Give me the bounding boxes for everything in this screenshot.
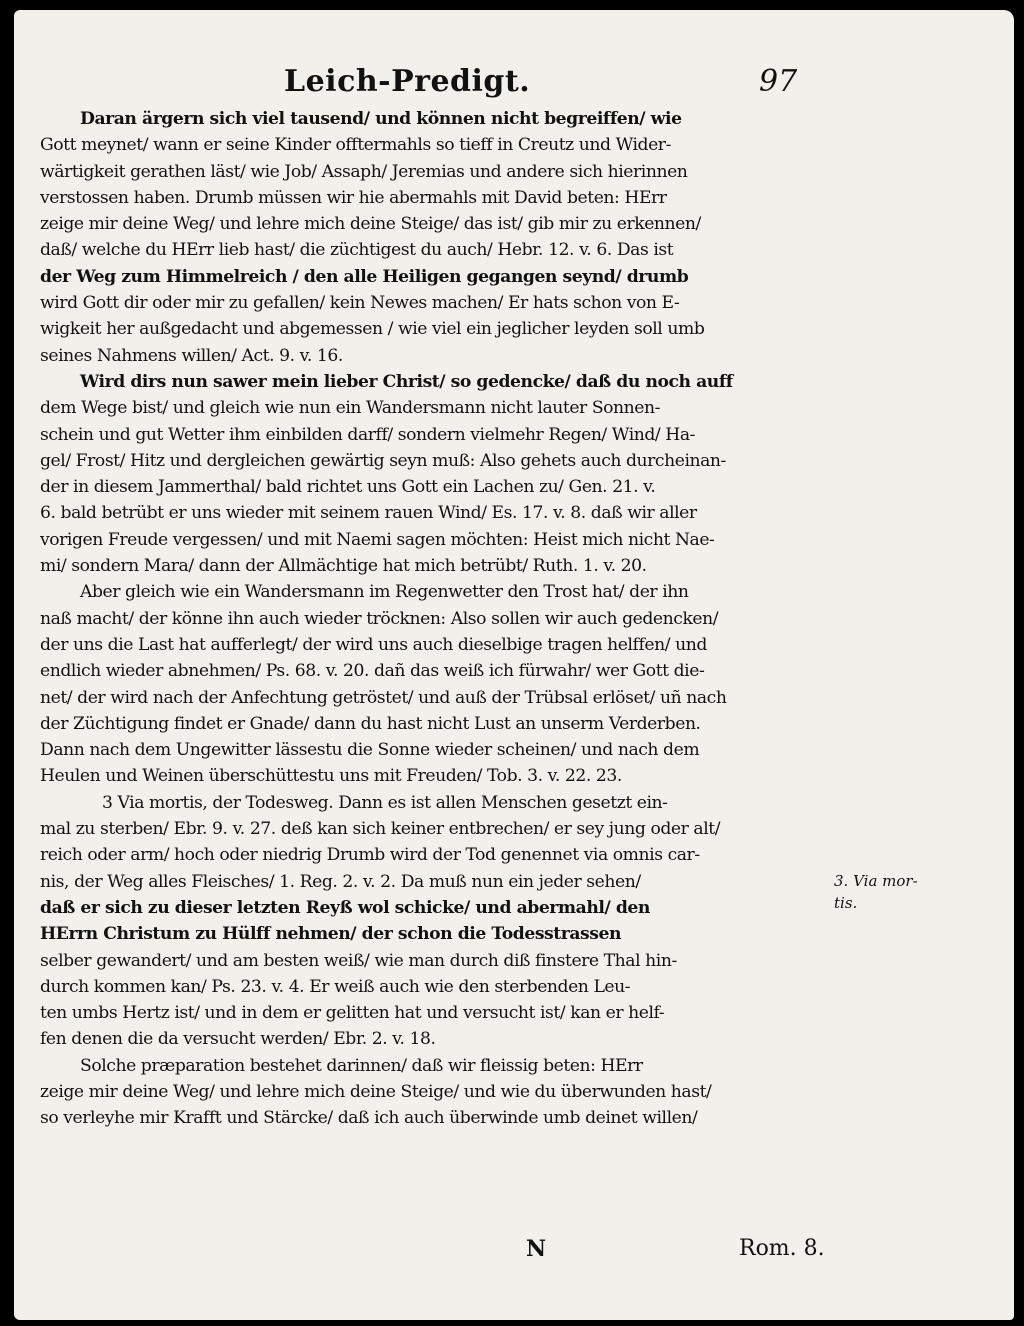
margin-note-line: 3. Via mor- <box>834 872 918 890</box>
text-line: selber gewandert/ und am besten weiß/ wie man durch diß finstere Thal hin- <box>40 950 677 971</box>
text-line: nis, der Weg alles Fleisches/ 1. Reg. 2. v. 2. Da muß nun ein jeder sehen/ <box>40 871 641 892</box>
text-line: 3 Via mortis, der Todesweg. Dann es ist allen Menschen gesetzt ein- <box>102 792 668 813</box>
text-line: Wird dirs nun sawer mein lieber Christ/ so gedencke/ daß du noch auff <box>80 371 733 392</box>
text-line: Dann nach dem Ungewitter lässestu die Sonne wieder scheinen/ und nach dem <box>40 740 700 761</box>
text-line: wigkeit her außgedacht und abgemessen / wie viel ein jeglicher leyden soll umb <box>40 319 705 340</box>
page-number: 97 <box>759 64 798 99</box>
text-line: daß/ welche du HErr lieb hast/ die züchtigest du auch/ Hebr. 12. v. 6. Das ist <box>40 240 674 261</box>
text-line: durch kommen kan/ Ps. 23. v. 4. Er weiß auch wie den sterbenden Leu- <box>40 976 631 997</box>
text-line: mal zu sterben/ Ebr. 9. v. 27. deß kan sich keiner entbrechen/ er sey jung oder alt/ <box>40 819 721 840</box>
text-line: so verleyhe mir Krafft und Stärcke/ daß ich auch überwinde umb deinet willen/ <box>40 1108 698 1129</box>
text-line: 6. bald betrübt er uns wieder mit seinem rauen Wind/ Es. 17. v. 8. daß wir aller <box>40 503 697 524</box>
text-line: daß er sich zu dieser letzten Reyß wol schicke/ und abermahl/ den <box>40 897 650 918</box>
text-line: net/ der wird nach der Anfechtung getröstet/ und auß der Trübsal erlöset/ uñ nach <box>40 687 727 708</box>
text-line: reich oder arm/ hoch oder niedrig Drumb wird der Tod genennet via omnis car- <box>40 845 700 866</box>
text-line: endlich wieder abnehmen/ Ps. 68. v. 20. dañ das weiß ich fürwahr/ wer Gott die- <box>40 661 705 682</box>
text-line: Gott meynet/ wann er seine Kinder offtermahls so tieff in Creutz und Wider- <box>40 135 671 156</box>
text-line: mi/ sondern Mara/ dann der Allmächtige hat mich betrübt/ Ruth. 1. v. 20. <box>40 556 647 577</box>
text-line: dem Wege bist/ und gleich wie nun ein Wandersmann nicht lauter Sonnen- <box>40 398 660 419</box>
text-line: zeige mir deine Weg/ und lehre mich deine Steige/ das ist/ gib mir zu erkennen/ <box>40 214 701 235</box>
text-line: wärtigkeit gerathen läst/ wie Job/ Assaph/ Jeremias und andere sich hierinnen <box>40 161 688 182</box>
page-footer <box>14 1236 1014 1276</box>
text-line: Daran ärgern sich viel tausend/ und können nicht begreiffen/ wie <box>80 109 682 129</box>
text-line: schein und gut Wetter ihm einbilden darff/ sondern vielmehr Regen/ Wind/ Ha- <box>40 424 695 445</box>
text-line: zeige mir deine Weg/ und lehre mich deine Steige/ und wie du überwunden hast/ <box>40 1081 712 1102</box>
text-line: naß macht/ der könne ihn auch wieder tröcknen: Also sollen wir auch gedencken/ <box>40 608 719 629</box>
text-line: seines Nahmens willen/ Act. 9. v. 16. <box>40 345 343 366</box>
book-page <box>14 10 1014 1320</box>
text-line: HErrn Christum zu Hülff nehmen/ der schon die Todesstrassen <box>40 924 622 945</box>
text-line: vorigen Freude vergessen/ und mit Naemi sagen möchten: Heist mich nicht Nae- <box>40 529 715 550</box>
body-text <box>40 106 816 1132</box>
text-line: Solche præparation bestehet darinnen/ daß wir fleissig beten: HErr <box>80 1055 643 1076</box>
text-line: der uns die Last hat aufferlegt/ der wird uns auch dieselbige tragen helffen/ und <box>40 634 707 655</box>
running-title: Leich-Predigt. <box>284 64 531 99</box>
margin-note-line: tis. <box>834 894 858 912</box>
text-line: der Weg zum Himmelreich / den alle Heiligen gegangen seynd/ drumb <box>40 266 689 287</box>
text-line: Aber gleich wie ein Wandersmann im Regenwetter den Trost hat/ der ihn <box>80 582 689 603</box>
text-line: wird Gott dir oder mir zu gefallen/ kein Newes machen/ Er hats schon von E- <box>40 293 680 314</box>
text-line: der Züchtigung findet er Gnade/ dann du hast nicht Lust an unserm Verderben. <box>40 713 701 734</box>
text-line: Heulen und Weinen überschüttestu uns mit Freuden/ Tob. 3. v. 22. 23. <box>40 766 622 787</box>
text-line: fen denen die da versucht werden/ Ebr. 2. v. 18. <box>40 1029 436 1050</box>
margin-note <box>834 870 944 914</box>
signature-mark: N <box>526 1236 547 1262</box>
text-line: der in diesem Jammerthal/ bald richtet uns Gott ein Lachen zu/ Gen. 21. v. <box>40 477 656 498</box>
text-line: ten umbs Hertz ist/ und in dem er gelitten hat und versucht ist/ kan er helf- <box>40 1003 665 1024</box>
page-header <box>14 62 1014 112</box>
text-line: verstossen haben. Drumb müssen wir hie abermahls mit David beten: HErr <box>40 187 667 208</box>
catchword: Rom. 8. <box>739 1236 825 1261</box>
text-line: gel/ Frost/ Hitz und dergleichen gewärtig seyn muß: Also gehets auch durcheinan- <box>40 450 726 471</box>
